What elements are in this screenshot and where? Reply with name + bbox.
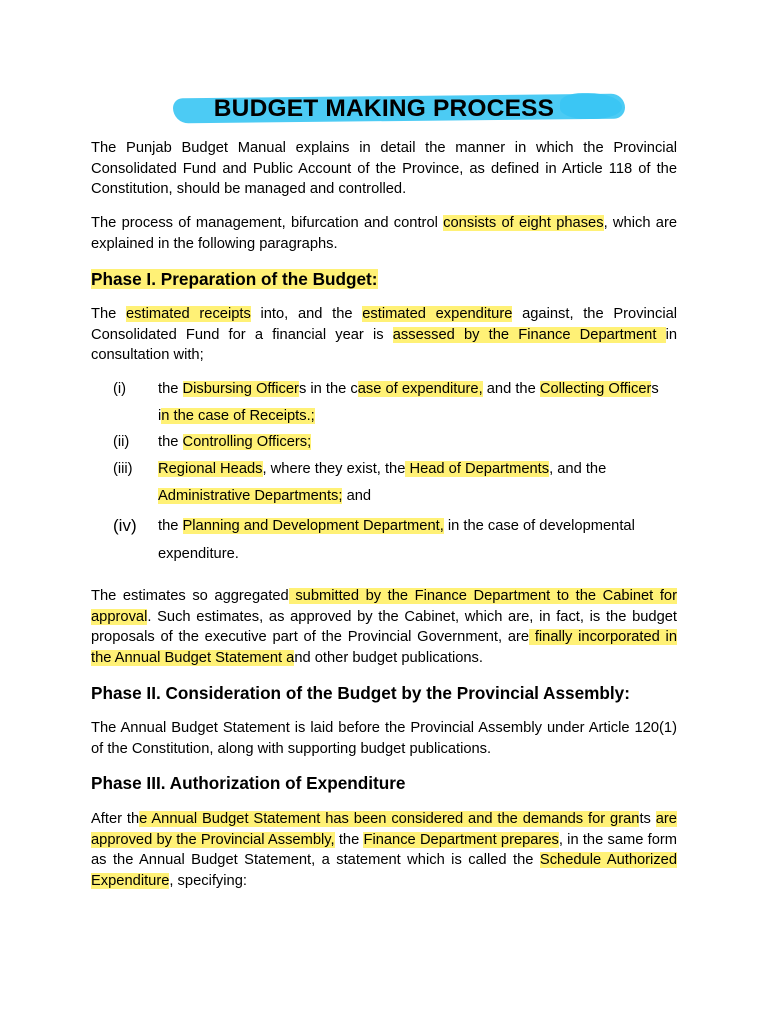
text-run: The process of management, bifurcation and control	[91, 215, 444, 231]
text-run: nd other budget publications.	[294, 649, 483, 666]
text-run: in consultation with;	[91, 326, 678, 363]
text-run: the	[158, 434, 183, 450]
text-run: the	[158, 518, 183, 534]
text-run: The	[91, 306, 127, 322]
list-item-text	[158, 456, 677, 510]
text-run: the	[158, 381, 183, 397]
text-run: into, and the	[250, 306, 363, 322]
highlighted-text: Regional Heads	[158, 461, 263, 477]
intro-paragraph-1: The Punjab Budget Manual explains in detail the manner in which the Provincial Consolidated Fund and Public Account of the Province, as defined in Article 118 of the Constitution, should be managed and controlled.	[91, 140, 677, 197]
text-run: , where they exist, the	[262, 461, 406, 477]
highlighted-text: n the case of Receipts.;	[161, 408, 315, 424]
text-run: After th	[91, 811, 140, 827]
phase-3-heading: Phase III. Authorization of Expenditure	[91, 773, 406, 793]
highlighted-text: Phase I. Preparation of the Budget:	[91, 269, 378, 289]
text-run: , specifying:	[169, 872, 247, 889]
text-run: , in the same form as the Annual Budget Statement, a statement which is called the	[91, 831, 677, 868]
text-run: . Such estimates, as approved by the Cabinet, which are, in fact, is the budget proposals of the executive part of the Provincial Government, are	[91, 608, 677, 645]
list-number: (ii)	[113, 434, 130, 450]
text-run: expenditure.	[158, 546, 239, 562]
list-number: (i)	[113, 381, 127, 397]
highlighted-text: Controlling Officers;	[182, 434, 312, 450]
text-run: , and the	[549, 461, 607, 477]
text-run: s	[651, 381, 659, 397]
title-block	[0, 93, 768, 125]
text-run: ts	[639, 811, 656, 827]
highlighted-text: assessed by the Finance Department	[392, 326, 666, 343]
phase-2-paragraph: The Annual Budget Statement is laid before the Provincial Assembly under Article 120(1) of the Constitution, along with supporting budget publications.	[91, 720, 677, 757]
highlighted-text: estimated expenditure	[362, 306, 513, 322]
list-item-text	[158, 376, 677, 430]
highlighted-text: Disbursing Officer	[182, 381, 299, 397]
list-number: (iii)	[113, 461, 133, 477]
highlighted-text: are approved by the Provincial Assembly,	[91, 811, 677, 848]
text-run: in the case of developmental	[443, 518, 635, 534]
phase-1-heading	[91, 268, 378, 290]
highlighted-text: consists of eight phases	[443, 215, 604, 231]
highlighted-text: ase of expenditure,	[357, 381, 483, 397]
text-run: The estimates so aggregated	[91, 588, 289, 604]
highlighted-text: finally incorporated in the Annual Budget Statement a	[91, 629, 677, 666]
highlighted-text: Collecting Officer	[539, 381, 652, 397]
list-item-text	[158, 512, 677, 568]
text-run: the	[334, 831, 364, 848]
highlighted-text: Head of Departments	[405, 461, 550, 477]
phase-1-paragraph-1	[91, 304, 677, 366]
phase-2-heading: Phase II. Consideration of the Budget by the Provincial Assembly:	[91, 683, 630, 703]
text-run: against, the Provincial Consolidated Fund for a financial year is	[91, 306, 678, 343]
text-run: and the	[482, 381, 540, 397]
phase-3-paragraph	[91, 809, 677, 891]
highlighted-text: e Annual Budget Statement has been considered and the demands for gran	[139, 811, 640, 827]
intro-paragraph-2	[91, 213, 677, 254]
phase-1-paragraph-2	[91, 586, 677, 668]
list-item-text	[158, 429, 677, 456]
text-run: and	[342, 488, 372, 504]
highlighted-text: Schedule Authorized Expenditure	[91, 852, 677, 889]
highlighted-text: Planning and Development Department,	[182, 518, 444, 534]
highlighted-text: Finance Department prepares	[363, 831, 559, 848]
list-number: (iv)	[113, 516, 137, 535]
highlighted-text: estimated receipts	[126, 306, 251, 322]
page-title: BUDGET MAKING PROCESS	[213, 95, 555, 122]
text-run: s in the c	[298, 381, 358, 397]
text-run: , which are explained in the following paragraphs.	[91, 215, 677, 252]
text-run: i	[158, 408, 162, 424]
highlighted-text: submitted by the Finance Department to the Cabinet for approval	[91, 588, 677, 625]
highlighted-text: Administrative Departments;	[158, 488, 343, 504]
